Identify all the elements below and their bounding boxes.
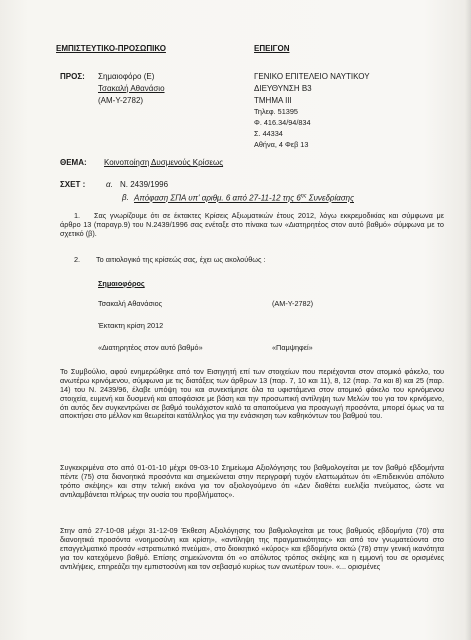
crisis-type: Έκτακτη κρίση 2012 <box>98 321 164 330</box>
reference-b-main: Απόφαση ΣΠΑ υπ' αριθμ. 6 από 27-11-12 της 6 <box>134 193 301 203</box>
paragraph-1: Σας γνωρίζουμε ότι σε έκτακτες Κρίσεις Αξιωματικών έτους 2012, λόγω εκκρεμοδικίας και σύμφωνα με άρθρο 13 (παραγρ.9) του Ν.2439/1996 σας ενέταξε στο πίνακα των «Διατηρητέος στον αυτό βαθμό» σύμφωνα με το σχετικό (β). <box>60 211 444 238</box>
vote-result: «Παμψηφεί» <box>272 343 313 352</box>
to-id: (ΑΜ-Υ-2782) <box>98 96 144 105</box>
urgency-label: ΕΠΕΙΓΟΝ <box>254 44 290 53</box>
reference-b-marker: β. <box>122 193 129 202</box>
subject-label: ΘΕΜΑ: <box>60 158 87 167</box>
file-number: Φ. 416.34/94/834 <box>254 118 311 127</box>
paragraph-council-decision: Το Συμβούλιο, αφού ενημερώθηκε από τον Εισηγητή επί των στοιχείων που περιέχονται στον ατομικό φάκελο, του ανωτέρω κρινόμενου, σύμφωνα με τις διατάξεις των άρθρων 13 (παρ. 7, 10 και 11), 8, 12 (παρ. 7α και 8) και 25 (παρ. 14) του Ν. 2439/96, έλαβε υπόψη του και συνεκτίμησε όλα τα υφιστάμενα στον ατομικό φάκελο του κρινόμενου στοιχεία, ευμενή και δυσμενή και αποφάσισε με βάση και την προσωπική αντίληψη των Μελών του για τον κρινόμενο, ότι αυτός δεν συγκεντρώνει σε βαθμό τουλάχιστον καλό τα απαιτούμενα για προαγωγή προσόντα, μπορεί όμως να τα αποκτήσει στο μέλλον και θεωρείται κατάλληλος για την ενάσκηση των καθηκόντων του βαθμού του. <box>60 367 444 421</box>
reference-b-superscript: ης <box>300 193 307 199</box>
paragraph-evaluation-2008: Στην από 27-10-08 μέχρι 31-12-09 Έκθεση Αξιολόγησης του βαθμολογείται με τους βαθμούς εβδομήντα (70) στα διανοητικά προσόντα «νοημοσύνη και κρίση», «αντίληψη της πραγματικότητας» και από τον γνωματεύοντα στο επαγγελματικό προσόν «στρατιωτικό πνεύμα», στο διοικητικό «κύρος» και εβδομήντα οκτώ (78) στην γενική ικανότητα για τον κατεχόμενο βαθμό. Επίσης σημειώνονται ότι «ο απόλυτος τρόπος σκέψης και η εμμονή του σε ορισμένες αντιλήψεις, επηρεάζει την εμπιστοσύνη και τον σεβασμό κυρίως των ανωτέρων του». «... ορισμένες <box>60 526 444 571</box>
rank-heading: Σημαιοφόρος <box>98 279 145 288</box>
from-org: ΓΕΝΙΚΟ ΕΠΙΤΕΛΕΙΟ ΝΑΥΤΙΚΟΥ <box>254 72 370 81</box>
serial-number: Σ. 44334 <box>254 129 283 138</box>
phone-number: Τηλεφ. 51395 <box>254 107 298 116</box>
to-rank: Σημαιοφόρο (Ε) <box>98 72 155 81</box>
from-directorate: ΔΙΕΥΘΥΝΣΗ Β3 <box>254 84 312 93</box>
reference-b-text <box>134 193 354 203</box>
reference-a-marker: α. <box>106 180 113 189</box>
paragraph-2: Το αιτιολογικό της κρίσεώς σας, έχει ως ακολούθως : <box>96 255 266 264</box>
from-department: ΤΜΗΜΑ ΙΙΙ <box>254 96 292 105</box>
officer-name: Τσακαλή Αθανάσιος <box>98 299 163 308</box>
paragraph-evaluation-2010: Συγκεκριμένα στο από 01-01-10 μέχρι 09-03-10 Σημείωμα Αξιολόγησης του βαθμολογείται με τον βαθμό εβδομήντα πέντε (75) στα διανοητικά προσόντα και σημειώνεται στην περιγραφή τυχόν ελαττωμάτων ότι «Επιδεικνύει απόλυτο τρόπο σκέψης» και στην τελική εικόνα για τον αξιολογούμενο ότι «Δεν διαθέτει ευελιξία πνεύματος, ώστε να αντιλαμβάνεται πλήρως την ουσία του προβλήματος». <box>60 463 444 499</box>
paragraph-1-number: 1. <box>74 211 81 220</box>
paragraph-2-number: 2. <box>74 255 81 264</box>
officer-id: (ΑΜ-Υ-2782) <box>272 299 314 308</box>
document-date: Αθήνα, 4 Φεβ 13 <box>254 140 309 149</box>
subject-text: Κοινοποίηση Δυσμενούς Κρίσεως <box>104 158 224 167</box>
crisis-status: «Διατηρητέος στον αυτό βαθμό» <box>98 343 203 352</box>
reference-b-tail: Συνεδρίασης <box>306 193 354 203</box>
reference-a-text: Ν. 2439/1996 <box>120 180 169 189</box>
page-edge-shadow <box>465 0 471 640</box>
reference-label: ΣΧΕΤ : <box>60 180 86 189</box>
classification-label: ΕΜΠΙΣΤΕΥΤΙΚΟ-ΠΡΟΣΩΠΙΚΟ <box>56 44 166 53</box>
to-label: ΠΡΟΣ: <box>60 72 85 81</box>
to-name: Τσακαλή Αθανάσιο <box>98 84 165 93</box>
